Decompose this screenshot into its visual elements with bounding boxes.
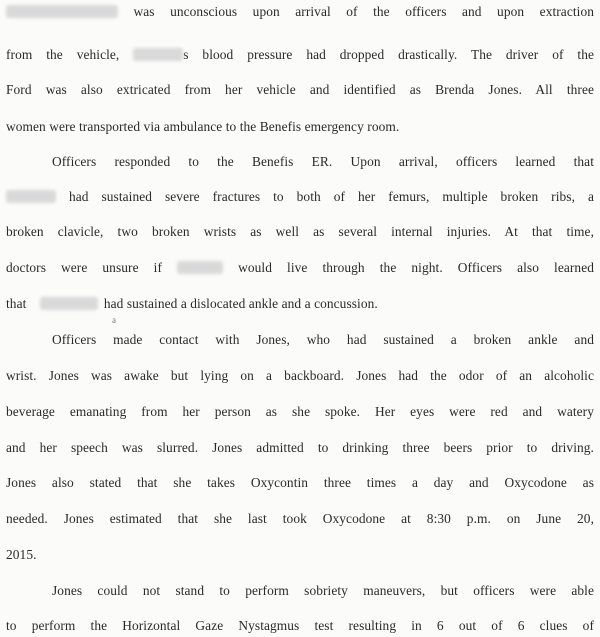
- text-line-16: [6, 546, 594, 563]
- stray-mark: a: [112, 315, 116, 325]
- text-line-8: [6, 259, 594, 276]
- text-line-7: [6, 223, 594, 240]
- text-line-17: [52, 582, 594, 599]
- line-text: Jones also stated that she takes Oxycontin three times a day and Oxycodone as: [6, 475, 594, 490]
- text-line-2: [6, 46, 594, 63]
- line-text: broken clavicle, two broken wrists as well as several internal injuries. At that time,: [6, 224, 594, 239]
- redaction: [6, 5, 118, 18]
- text-line-9: [6, 295, 594, 312]
- line-text: had sustained a dislocated ankle and a concussion.: [103, 296, 378, 311]
- text-line-15: [6, 510, 594, 527]
- text-line-5: [52, 153, 594, 170]
- line-text: women were transported via ambulance to the Benefis emergency room.: [6, 119, 400, 134]
- text-line-14: [6, 474, 594, 491]
- line-text: 2015.: [6, 547, 37, 562]
- line-text: would live through the night. Officers also learned: [238, 260, 595, 275]
- line-text: was unconscious upon arrival of the officers and upon extraction: [133, 4, 595, 19]
- line-text: and her speech was slurred. Jones admitted to drinking three beers prior to driving.: [6, 440, 594, 455]
- redaction: [40, 297, 98, 310]
- text-line-18: [6, 617, 594, 634]
- line-text: beverage emanating from her person as she spoke. Her eyes were red and watery: [6, 404, 594, 419]
- text-line-13: [6, 439, 594, 456]
- redaction: [133, 48, 183, 61]
- line-text: to perform the Horizontal Gaze Nystagmus test resulting in 6 out of 6 clues of: [6, 618, 594, 633]
- redaction: [177, 261, 223, 274]
- line-text: Ford was also extricated from her vehicle and identified as Brenda Jones. All three: [6, 82, 594, 97]
- text-line-6: [6, 188, 594, 205]
- line-text: Officers responded to the Benefis ER. Upon arrival, officers learned that: [52, 154, 594, 169]
- line-text: that: [6, 296, 27, 311]
- line-text: doctors were unsure if: [6, 260, 162, 275]
- line-text: Jones could not stand to perform sobriety maneuvers, but officers were able: [52, 583, 594, 598]
- text-line-11: [6, 367, 594, 384]
- text-line-10: [52, 331, 594, 348]
- line-text: wrist. Jones was awake but lying on a backboard. Jones had the odor of an alcoholic: [6, 368, 594, 383]
- text-line-1: [6, 3, 594, 20]
- line-text: needed. Jones estimated that she last took Oxycodone at 8:30 p.m. on June 20,: [6, 511, 594, 526]
- text-line-3: [6, 81, 594, 98]
- line-text: Officers made contact with Jones, who had sustained a broken ankle and: [52, 332, 594, 347]
- redaction: [6, 190, 56, 203]
- line-text: s blood pressure had dropped drastically. The driver of the: [183, 47, 594, 62]
- text-line-4: [6, 118, 594, 135]
- line-text: had sustained severe fractures to both of her femurs, multiple broken ribs, a: [68, 189, 594, 204]
- text-line-12: [6, 403, 594, 420]
- line-text: from the vehicle,: [6, 47, 120, 62]
